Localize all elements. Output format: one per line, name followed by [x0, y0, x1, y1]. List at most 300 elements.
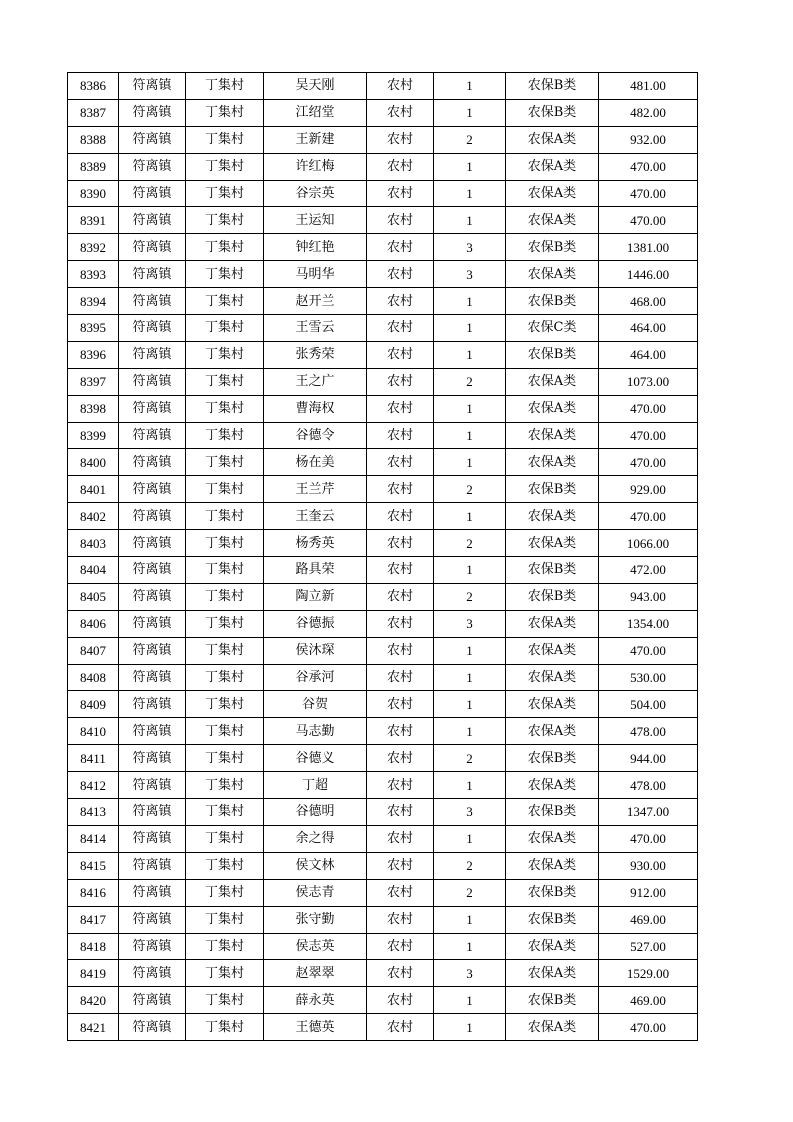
cell-record-number: 8418 [68, 933, 119, 960]
cell-household-count: 3 [434, 610, 506, 637]
cell-record-number: 8387 [68, 99, 119, 126]
cell-village: 丁集村 [186, 99, 264, 126]
cell-person-name: 谷德令 [264, 422, 367, 449]
cell-area-type: 农村 [367, 987, 434, 1014]
cell-record-number: 8402 [68, 503, 119, 530]
cell-category: 农保A类 [506, 207, 599, 234]
cell-town: 符离镇 [119, 422, 186, 449]
cell-town: 符离镇 [119, 852, 186, 879]
cell-record-number: 8398 [68, 395, 119, 422]
table-row [68, 852, 698, 879]
cell-town: 符离镇 [119, 126, 186, 153]
cell-village: 丁集村 [186, 745, 264, 772]
table-row [68, 906, 698, 933]
cell-amount: 1381.00 [599, 234, 698, 261]
cell-record-number: 8406 [68, 610, 119, 637]
cell-amount: 478.00 [599, 718, 698, 745]
cell-area-type: 农村 [367, 933, 434, 960]
cell-town: 符离镇 [119, 960, 186, 987]
cell-category: 农保B类 [506, 73, 599, 100]
cell-town: 符离镇 [119, 906, 186, 933]
cell-record-number: 8421 [68, 1014, 119, 1041]
cell-person-name: 谷贺 [264, 691, 367, 718]
cell-area-type: 农村 [367, 637, 434, 664]
cell-town: 符离镇 [119, 476, 186, 503]
cell-category: 农保A类 [506, 1014, 599, 1041]
cell-area-type: 农村 [367, 610, 434, 637]
cell-area-type: 农村 [367, 315, 434, 342]
table-row [68, 1014, 698, 1041]
cell-household-count: 1 [434, 422, 506, 449]
cell-record-number: 8400 [68, 449, 119, 476]
cell-amount: 1066.00 [599, 530, 698, 557]
cell-area-type: 农村 [367, 718, 434, 745]
table-row [68, 530, 698, 557]
cell-category: 农保B类 [506, 234, 599, 261]
cell-person-name: 谷承河 [264, 664, 367, 691]
cell-person-name: 曹海权 [264, 395, 367, 422]
cell-category: 农保A类 [506, 610, 599, 637]
cell-area-type: 农村 [367, 745, 434, 772]
cell-record-number: 8391 [68, 207, 119, 234]
cell-town: 符离镇 [119, 315, 186, 342]
cell-household-count: 1 [434, 73, 506, 100]
cell-amount: 464.00 [599, 315, 698, 342]
cell-person-name: 谷德振 [264, 610, 367, 637]
cell-town: 符离镇 [119, 799, 186, 826]
cell-household-count: 1 [434, 906, 506, 933]
cell-amount: 930.00 [599, 852, 698, 879]
cell-category: 农保A类 [506, 153, 599, 180]
cell-area-type: 农村 [367, 73, 434, 100]
cell-category: 农保A类 [506, 422, 599, 449]
table-row [68, 799, 698, 826]
cell-town: 符离镇 [119, 637, 186, 664]
table-row [68, 288, 698, 315]
cell-household-count: 1 [434, 718, 506, 745]
cell-person-name: 王德英 [264, 1014, 367, 1041]
cell-person-name: 江绍堂 [264, 99, 367, 126]
table-row [68, 395, 698, 422]
table-row [68, 153, 698, 180]
table-row [68, 341, 698, 368]
cell-area-type: 农村 [367, 234, 434, 261]
cell-person-name: 侯文林 [264, 852, 367, 879]
cell-town: 符离镇 [119, 530, 186, 557]
table-row [68, 718, 698, 745]
cell-person-name: 马明华 [264, 261, 367, 288]
cell-record-number: 8386 [68, 73, 119, 100]
cell-town: 符离镇 [119, 180, 186, 207]
cell-village: 丁集村 [186, 368, 264, 395]
cell-record-number: 8404 [68, 557, 119, 584]
cell-household-count: 1 [434, 557, 506, 584]
cell-category: 农保B类 [506, 557, 599, 584]
cell-category: 农保B类 [506, 879, 599, 906]
cell-area-type: 农村 [367, 449, 434, 476]
cell-amount: 469.00 [599, 987, 698, 1014]
table-row [68, 637, 698, 664]
cell-person-name: 路具荣 [264, 557, 367, 584]
cell-household-count: 2 [434, 879, 506, 906]
cell-village: 丁集村 [186, 207, 264, 234]
cell-area-type: 农村 [367, 852, 434, 879]
cell-household-count: 1 [434, 933, 506, 960]
cell-town: 符离镇 [119, 610, 186, 637]
cell-amount: 1354.00 [599, 610, 698, 637]
cell-category: 农保B类 [506, 799, 599, 826]
cell-person-name: 侯志英 [264, 933, 367, 960]
cell-person-name: 赵开兰 [264, 288, 367, 315]
cell-town: 符离镇 [119, 288, 186, 315]
cell-household-count: 1 [434, 772, 506, 799]
table-row [68, 610, 698, 637]
table-row [68, 583, 698, 610]
cell-record-number: 8389 [68, 153, 119, 180]
cell-amount: 527.00 [599, 933, 698, 960]
cell-village: 丁集村 [186, 315, 264, 342]
cell-amount: 470.00 [599, 503, 698, 530]
cell-category: 农保A类 [506, 825, 599, 852]
cell-village: 丁集村 [186, 476, 264, 503]
cell-amount: 470.00 [599, 180, 698, 207]
cell-person-name: 钟红艳 [264, 234, 367, 261]
cell-village: 丁集村 [186, 341, 264, 368]
cell-household-count: 3 [434, 960, 506, 987]
cell-amount: 470.00 [599, 422, 698, 449]
cell-amount: 472.00 [599, 557, 698, 584]
cell-amount: 470.00 [599, 207, 698, 234]
cell-category: 农保A类 [506, 772, 599, 799]
cell-area-type: 农村 [367, 207, 434, 234]
cell-record-number: 8403 [68, 530, 119, 557]
cell-amount: 1529.00 [599, 960, 698, 987]
cell-category: 农保A类 [506, 368, 599, 395]
cell-category: 农保B类 [506, 745, 599, 772]
cell-village: 丁集村 [186, 422, 264, 449]
cell-amount: 469.00 [599, 906, 698, 933]
table-row [68, 825, 698, 852]
cell-area-type: 农村 [367, 1014, 434, 1041]
cell-amount: 929.00 [599, 476, 698, 503]
table-row [68, 368, 698, 395]
cell-category: 农保B类 [506, 476, 599, 503]
cell-household-count: 1 [434, 99, 506, 126]
cell-category: 农保A类 [506, 691, 599, 718]
cell-record-number: 8413 [68, 799, 119, 826]
cell-person-name: 王奎云 [264, 503, 367, 530]
cell-person-name: 马志勤 [264, 718, 367, 745]
cell-household-count: 2 [434, 530, 506, 557]
cell-category: 农保A类 [506, 530, 599, 557]
table-row [68, 960, 698, 987]
cell-record-number: 8395 [68, 315, 119, 342]
cell-village: 丁集村 [186, 825, 264, 852]
cell-town: 符离镇 [119, 987, 186, 1014]
cell-person-name: 王雪云 [264, 315, 367, 342]
table-row [68, 449, 698, 476]
cell-village: 丁集村 [186, 73, 264, 100]
cell-village: 丁集村 [186, 960, 264, 987]
cell-category: 农保B类 [506, 288, 599, 315]
cell-household-count: 1 [434, 288, 506, 315]
cell-village: 丁集村 [186, 153, 264, 180]
cell-record-number: 8392 [68, 234, 119, 261]
cell-town: 符离镇 [119, 718, 186, 745]
cell-category: 农保A类 [506, 180, 599, 207]
cell-town: 符离镇 [119, 691, 186, 718]
cell-record-number: 8412 [68, 772, 119, 799]
cell-amount: 470.00 [599, 395, 698, 422]
cell-person-name: 谷德明 [264, 799, 367, 826]
cell-record-number: 8409 [68, 691, 119, 718]
cell-area-type: 农村 [367, 341, 434, 368]
cell-amount: 912.00 [599, 879, 698, 906]
cell-area-type: 农村 [367, 99, 434, 126]
cell-village: 丁集村 [186, 772, 264, 799]
cell-village: 丁集村 [186, 987, 264, 1014]
cell-household-count: 1 [434, 825, 506, 852]
cell-household-count: 1 [434, 664, 506, 691]
cell-person-name: 余之得 [264, 825, 367, 852]
cell-amount: 478.00 [599, 772, 698, 799]
cell-household-count: 2 [434, 476, 506, 503]
cell-household-count: 1 [434, 503, 506, 530]
cell-village: 丁集村 [186, 583, 264, 610]
cell-town: 符离镇 [119, 503, 186, 530]
cell-category: 农保A类 [506, 449, 599, 476]
table-row [68, 503, 698, 530]
cell-amount: 468.00 [599, 288, 698, 315]
cell-village: 丁集村 [186, 557, 264, 584]
cell-record-number: 8399 [68, 422, 119, 449]
cell-village: 丁集村 [186, 395, 264, 422]
cell-person-name: 吴天刚 [264, 73, 367, 100]
cell-village: 丁集村 [186, 933, 264, 960]
table-row [68, 207, 698, 234]
cell-amount: 470.00 [599, 637, 698, 664]
cell-area-type: 农村 [367, 772, 434, 799]
cell-household-count: 2 [434, 368, 506, 395]
cell-amount: 944.00 [599, 745, 698, 772]
cell-person-name: 谷宗英 [264, 180, 367, 207]
cell-town: 符离镇 [119, 933, 186, 960]
cell-record-number: 8405 [68, 583, 119, 610]
cell-town: 符离镇 [119, 261, 186, 288]
cell-record-number: 8415 [68, 852, 119, 879]
cell-village: 丁集村 [186, 180, 264, 207]
cell-household-count: 2 [434, 126, 506, 153]
cell-area-type: 农村 [367, 530, 434, 557]
table-row [68, 745, 698, 772]
cell-person-name: 王运知 [264, 207, 367, 234]
cell-village: 丁集村 [186, 879, 264, 906]
table-row [68, 664, 698, 691]
table-row [68, 987, 698, 1014]
cell-person-name: 许红梅 [264, 153, 367, 180]
cell-amount: 1073.00 [599, 368, 698, 395]
cell-town: 符离镇 [119, 73, 186, 100]
cell-person-name: 张守勤 [264, 906, 367, 933]
cell-village: 丁集村 [186, 449, 264, 476]
cell-area-type: 农村 [367, 879, 434, 906]
cell-village: 丁集村 [186, 906, 264, 933]
cell-area-type: 农村 [367, 583, 434, 610]
table-row [68, 126, 698, 153]
table-row [68, 933, 698, 960]
cell-town: 符离镇 [119, 153, 186, 180]
cell-village: 丁集村 [186, 610, 264, 637]
cell-category: 农保B类 [506, 583, 599, 610]
cell-village: 丁集村 [186, 718, 264, 745]
cell-category: 农保A类 [506, 637, 599, 664]
cell-town: 符离镇 [119, 664, 186, 691]
table-row [68, 234, 698, 261]
cell-area-type: 农村 [367, 503, 434, 530]
cell-town: 符离镇 [119, 234, 186, 261]
cell-person-name: 侯志青 [264, 879, 367, 906]
cell-town: 符离镇 [119, 395, 186, 422]
cell-area-type: 农村 [367, 368, 434, 395]
cell-area-type: 农村 [367, 261, 434, 288]
cell-area-type: 农村 [367, 422, 434, 449]
cell-area-type: 农村 [367, 126, 434, 153]
cell-person-name: 张秀荣 [264, 341, 367, 368]
cell-amount: 470.00 [599, 1014, 698, 1041]
cell-amount: 464.00 [599, 341, 698, 368]
cell-household-count: 1 [434, 180, 506, 207]
cell-category: 农保A类 [506, 960, 599, 987]
cell-town: 符离镇 [119, 341, 186, 368]
cell-village: 丁集村 [186, 234, 264, 261]
cell-area-type: 农村 [367, 153, 434, 180]
cell-village: 丁集村 [186, 1014, 264, 1041]
cell-amount: 943.00 [599, 583, 698, 610]
cell-category: 农保B类 [506, 906, 599, 933]
table-row [68, 691, 698, 718]
cell-record-number: 8419 [68, 960, 119, 987]
cell-household-count: 1 [434, 691, 506, 718]
cell-amount: 481.00 [599, 73, 698, 100]
cell-amount: 470.00 [599, 153, 698, 180]
cell-person-name: 赵翠翠 [264, 960, 367, 987]
cell-town: 符离镇 [119, 99, 186, 126]
cell-category: 农保A类 [506, 395, 599, 422]
cell-area-type: 农村 [367, 476, 434, 503]
cell-household-count: 3 [434, 234, 506, 261]
cell-category: 农保B类 [506, 341, 599, 368]
table-row [68, 73, 698, 100]
cell-record-number: 8397 [68, 368, 119, 395]
table-row [68, 99, 698, 126]
cell-town: 符离镇 [119, 825, 186, 852]
cell-household-count: 2 [434, 745, 506, 772]
cell-area-type: 农村 [367, 395, 434, 422]
cell-record-number: 8414 [68, 825, 119, 852]
cell-town: 符离镇 [119, 745, 186, 772]
cell-town: 符离镇 [119, 1014, 186, 1041]
cell-category: 农保A类 [506, 933, 599, 960]
cell-area-type: 农村 [367, 825, 434, 852]
cell-area-type: 农村 [367, 288, 434, 315]
cell-record-number: 8396 [68, 341, 119, 368]
cell-town: 符离镇 [119, 583, 186, 610]
cell-category: 农保A类 [506, 718, 599, 745]
cell-household-count: 2 [434, 583, 506, 610]
cell-person-name: 杨秀英 [264, 530, 367, 557]
table-row [68, 315, 698, 342]
cell-amount: 470.00 [599, 449, 698, 476]
table-row [68, 557, 698, 584]
cell-area-type: 农村 [367, 180, 434, 207]
cell-record-number: 8388 [68, 126, 119, 153]
cell-record-number: 8390 [68, 180, 119, 207]
cell-record-number: 8410 [68, 718, 119, 745]
cell-area-type: 农村 [367, 799, 434, 826]
cell-category: 农保A类 [506, 664, 599, 691]
cell-person-name: 王兰芹 [264, 476, 367, 503]
cell-town: 符离镇 [119, 368, 186, 395]
cell-category: 农保A类 [506, 261, 599, 288]
cell-category: 农保C类 [506, 315, 599, 342]
cell-town: 符离镇 [119, 879, 186, 906]
cell-household-count: 1 [434, 637, 506, 664]
cell-area-type: 农村 [367, 664, 434, 691]
cell-record-number: 8417 [68, 906, 119, 933]
cell-household-count: 1 [434, 341, 506, 368]
cell-person-name: 杨在美 [264, 449, 367, 476]
cell-area-type: 农村 [367, 691, 434, 718]
cell-household-count: 1 [434, 395, 506, 422]
cell-record-number: 8411 [68, 745, 119, 772]
table-row [68, 422, 698, 449]
cell-household-count: 3 [434, 261, 506, 288]
cell-category: 农保B类 [506, 987, 599, 1014]
cell-village: 丁集村 [186, 691, 264, 718]
cell-amount: 530.00 [599, 664, 698, 691]
cell-category: 农保A类 [506, 126, 599, 153]
cell-record-number: 8401 [68, 476, 119, 503]
cell-person-name: 陶立新 [264, 583, 367, 610]
cell-village: 丁集村 [186, 261, 264, 288]
cell-town: 符离镇 [119, 449, 186, 476]
cell-person-name: 侯沐琛 [264, 637, 367, 664]
cell-record-number: 8420 [68, 987, 119, 1014]
cell-household-count: 1 [434, 449, 506, 476]
cell-household-count: 2 [434, 852, 506, 879]
cell-amount: 1347.00 [599, 799, 698, 826]
cell-household-count: 3 [434, 799, 506, 826]
cell-village: 丁集村 [186, 126, 264, 153]
cell-record-number: 8407 [68, 637, 119, 664]
table-row [68, 476, 698, 503]
cell-area-type: 农村 [367, 557, 434, 584]
table-row [68, 261, 698, 288]
cell-village: 丁集村 [186, 503, 264, 530]
cell-household-count: 1 [434, 153, 506, 180]
cell-village: 丁集村 [186, 530, 264, 557]
cell-area-type: 农村 [367, 960, 434, 987]
recipient-table-body [68, 73, 698, 1041]
cell-record-number: 8393 [68, 261, 119, 288]
cell-person-name: 丁超 [264, 772, 367, 799]
recipient-table [67, 72, 698, 1041]
cell-village: 丁集村 [186, 664, 264, 691]
cell-category: 农保A类 [506, 503, 599, 530]
table-row [68, 879, 698, 906]
cell-amount: 470.00 [599, 825, 698, 852]
cell-village: 丁集村 [186, 799, 264, 826]
